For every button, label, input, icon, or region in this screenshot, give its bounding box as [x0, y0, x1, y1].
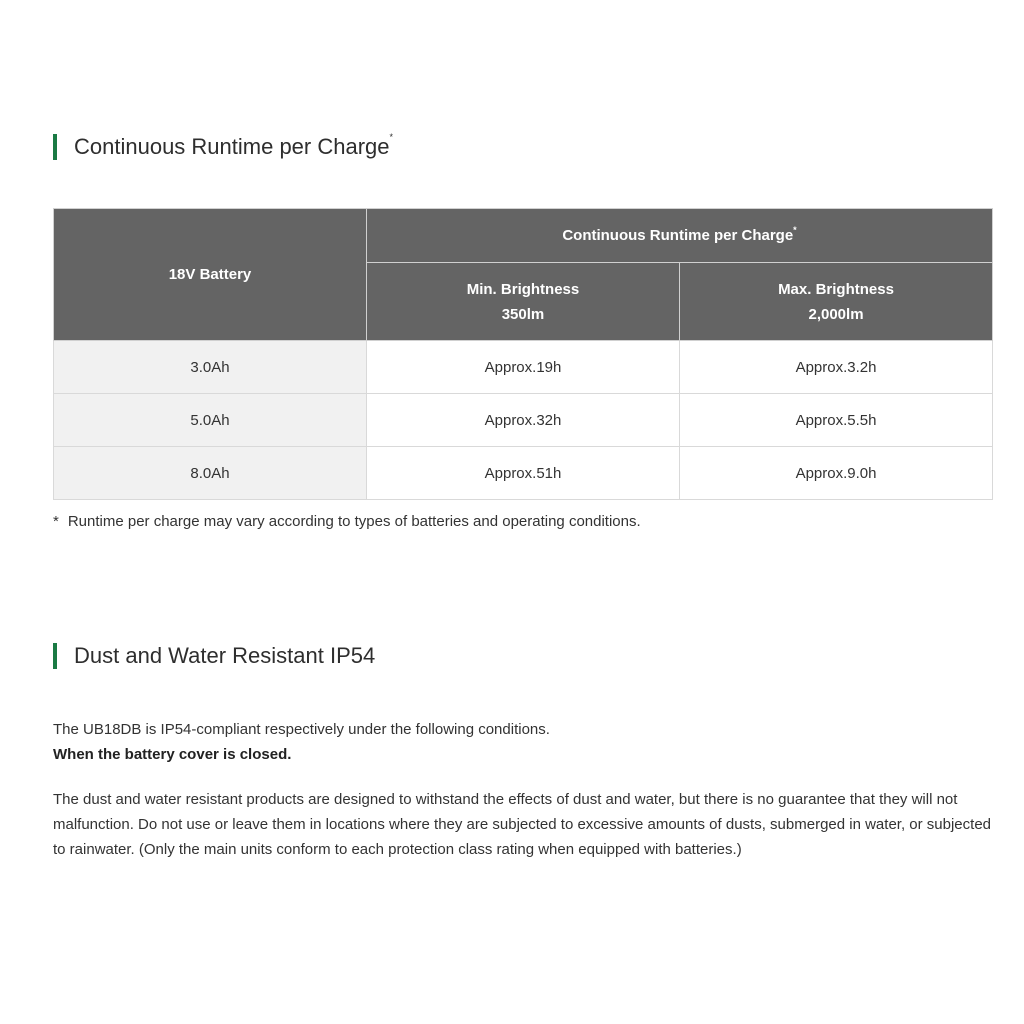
- ip54-intro: [53, 717, 998, 767]
- heading-accent-bar: [53, 643, 57, 669]
- table-row: [54, 447, 993, 500]
- min-runtime-cell: Approx.51h: [367, 447, 680, 500]
- ip54-condition: When the battery cover is closed.: [53, 746, 292, 763]
- footnote-mark: *: [53, 513, 59, 530]
- ip54-section-title: Dust and Water Resistant IP54: [74, 643, 376, 668]
- asterisk-mark: *: [793, 225, 797, 235]
- ip54-body: The dust and water resistant products are designed to withstand the effects of dust and water, but there is no guarantee that they will not malfunction. Do not use or leave them in locations where they are subjected to excessive amounts of dusts, submerged in water, or subjected to rainwater. (Only the main units conform to each protection class rating when equipped with batteries.): [53, 791, 992, 858]
- heading-accent-bar: [53, 134, 57, 160]
- min-brightness-header: Min. Brightness 350lm: [367, 263, 680, 341]
- asterisk-mark: *: [389, 132, 394, 142]
- min-runtime-cell: Approx.32h: [367, 394, 680, 447]
- battery-cell: 5.0Ah: [54, 394, 367, 447]
- ip54-section-heading: [53, 643, 375, 669]
- min-runtime-cell: Approx.19h: [367, 341, 680, 394]
- runtime-group-header: Continuous Runtime per Charge*: [367, 209, 993, 263]
- battery-column-header: 18V Battery: [54, 209, 367, 341]
- runtime-footnote: [53, 513, 641, 530]
- table-row: [54, 394, 993, 447]
- battery-cell: 3.0Ah: [54, 341, 367, 394]
- ip54-intro-text: The UB18DB is IP54-compliant respectively under the following conditions.: [53, 721, 550, 738]
- runtime-table: [53, 208, 993, 500]
- max-brightness-header: Max. Brightness 2,000lm: [680, 263, 993, 341]
- max-runtime-cell: Approx.9.0h: [680, 447, 993, 500]
- runtime-section-title: Continuous Runtime per Charge*: [74, 132, 394, 159]
- footnote-text: Runtime per charge may vary according to types of batteries and operating conditions.: [67, 513, 641, 530]
- runtime-section-heading: [53, 134, 393, 160]
- max-runtime-cell: Approx.5.5h: [680, 394, 993, 447]
- max-runtime-cell: Approx.3.2h: [680, 341, 993, 394]
- table-row: [54, 341, 993, 394]
- battery-cell: 8.0Ah: [54, 447, 367, 500]
